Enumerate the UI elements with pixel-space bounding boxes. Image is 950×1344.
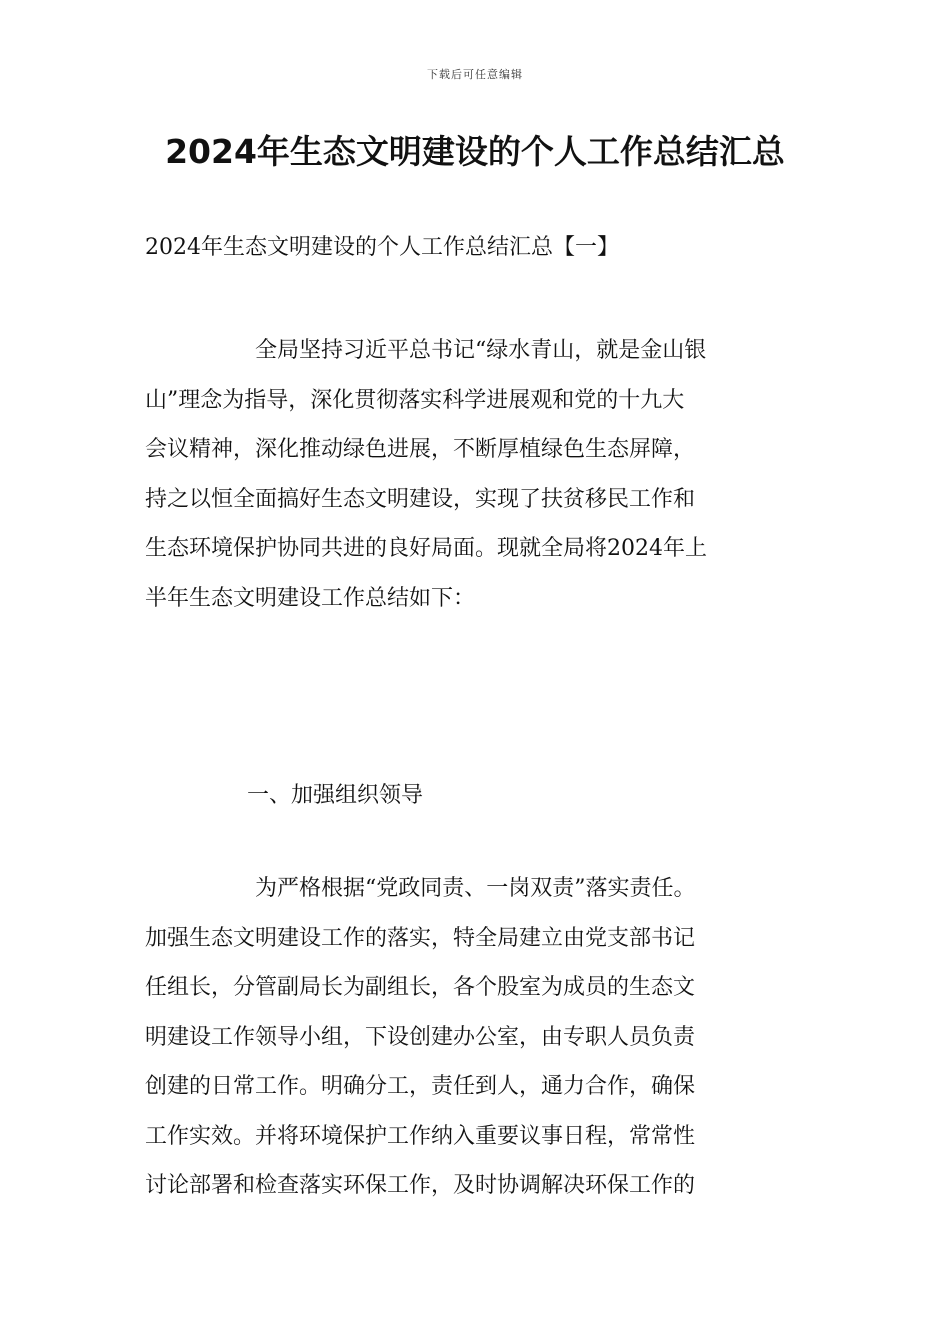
paragraph-line: 全局坚持习近平总书记“绿水青山，就是金山银 — [255, 338, 707, 363]
section-heading: 一、加强组织领导 — [247, 783, 424, 808]
paragraph-line: 创建的日常工作。明确分工，责任到人，通力合作，确保 — [145, 1074, 696, 1099]
document-subtitle: 2024年生态文明建设的个人工作总结汇总【一】 — [145, 235, 619, 260]
paragraph-intro — [145, 326, 805, 623]
paragraph-organization — [145, 864, 805, 1211]
paragraph-line: 生态环境保护协同共进的良好局面。现就全局将2024年上 — [145, 536, 707, 561]
paragraph-line: 会议精神，深化推动绿色进展，不断厚植绿色生态屏障， — [145, 437, 696, 462]
paragraph-line: 山”理念为指导，深化贯彻落实科学进展观和党的十九大 — [145, 387, 685, 413]
paragraph-line: 任组长，分管副局长为副组长，各个股室为成员的生态文 — [145, 975, 696, 1000]
paragraph-line: 持之以恒全面搞好生态文明建设，实现了扶贫移民工作和 — [145, 486, 696, 512]
paragraph-line: 明建设工作领导小组，下设创建办公室，由专职人员负责 — [145, 1024, 696, 1050]
header-note: 下载后可任意编辑 — [427, 68, 523, 81]
paragraph-line: 加强生态文明建设工作的落实，特全局建立由党支部书记 — [145, 925, 696, 951]
paragraph-line: 讨论部署和检查落实环保工作，及时协调解决环保工作的 — [145, 1173, 696, 1198]
paragraph-line: 为严格根据“党政同责、一岗双责”落实责任。 — [255, 876, 696, 901]
document-title: 2024年生态文明建设的个人工作总结汇总 — [165, 132, 785, 171]
paragraph-line: 半年生态文明建设工作总结如下： — [145, 585, 476, 611]
paragraph-line: 工作实效。并将环境保护工作纳入重要议事日程，常常性 — [145, 1123, 696, 1149]
